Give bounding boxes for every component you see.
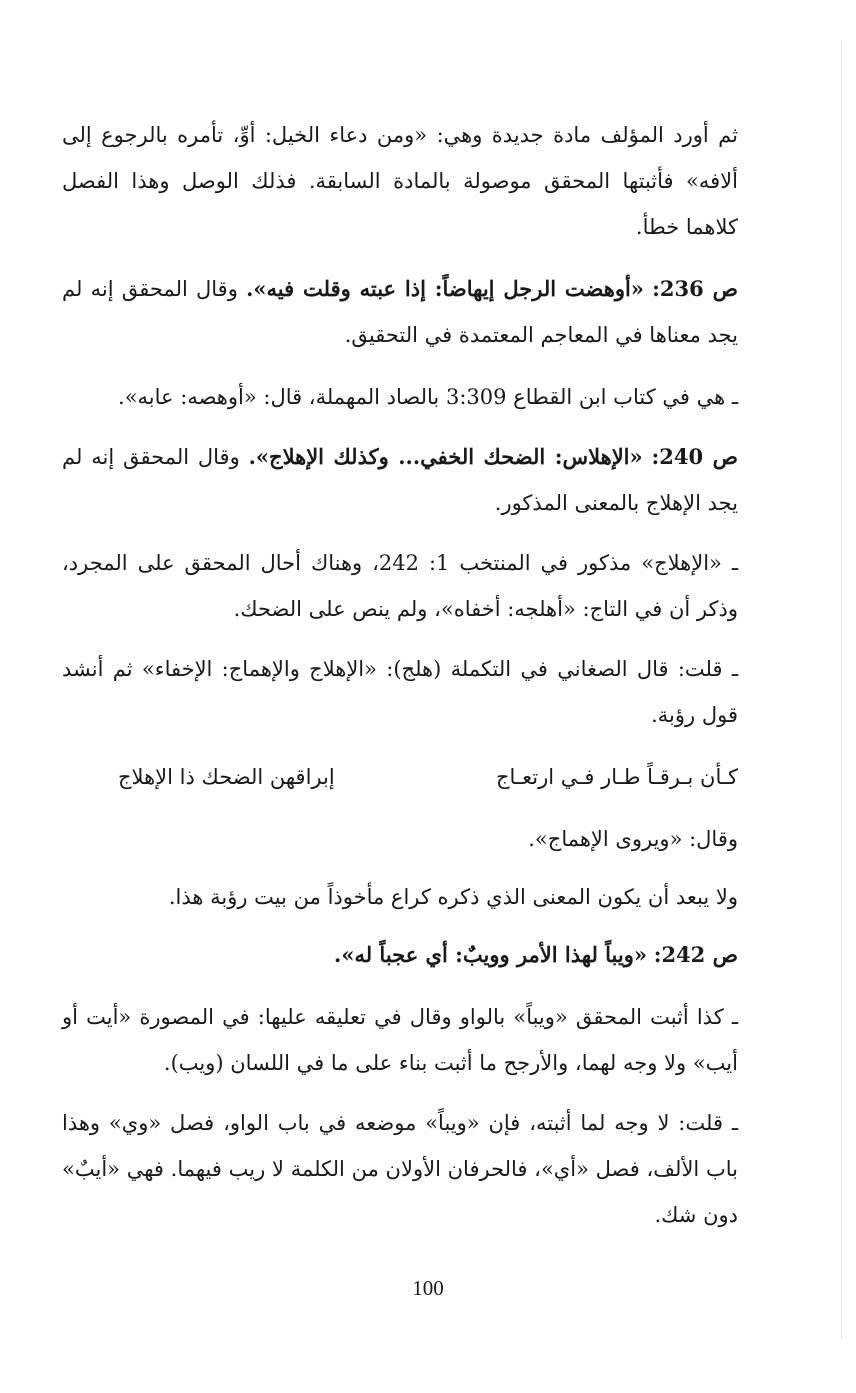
verse-note (62, 816, 738, 862)
paragraph-text: ثم أورد المؤلف مادة جديدة وهي: «ومن دعاء الخيل: أوِّ، تأمره بالرجوع إلى ألافه» فأثبتها المحقق موصولة بالمادة السابقة. فذلك الوصل وهذا الفصل كلاهما خطأ. (62, 123, 738, 239)
comment-page-236 (62, 374, 738, 420)
paragraph-text: وقال: «ويروى الإهماج». (528, 827, 738, 851)
entry-page-242 (62, 932, 738, 978)
paragraph-text: وقال المحقق إنه لم يجد الإهلاج بالمعنى المذكور. (62, 445, 738, 515)
remark-paragraph (62, 874, 738, 920)
poetry-verse (118, 754, 738, 800)
page-reference: ص 240: (651, 444, 738, 469)
comment-page-240-b (62, 646, 738, 738)
page-number: 100 (412, 1276, 444, 1300)
quoted-entry: «أوهضت الرجل إيهاضاً: إذا عبته وقلت فيه». (246, 276, 644, 301)
comment-page-242-a (62, 994, 738, 1086)
page-reference: ص 236: (652, 276, 738, 301)
comment-page-242-b (62, 1100, 738, 1238)
paragraph-intro (62, 112, 738, 250)
comment-page-240-a (62, 540, 738, 632)
entry-page-236 (62, 266, 738, 358)
quoted-entry: «ويباً لهذا الأمر وويبٌ: أي عجباً له». (334, 942, 647, 967)
paragraph-text: ـ قلت: لا وجه لما أثبته، فإن «ويباً» موضعه في باب الواو، فصل «وي» وهذا باب الألف، فصل «أي»، فالحرفان الأولان من الكلمة لا ريب فيهما. فهي «أيبٌ» دون شك. (62, 1111, 738, 1227)
paragraph-text: ـ هي في كتاب ابن القطاع 3:309 بالصاد المهملة، قال: «أوهصه: عابه». (118, 385, 738, 409)
scan-edge-line (841, 40, 842, 1340)
entry-page-240 (62, 434, 738, 526)
verse-second-hemistich: إبراقهن الضحك ذا الإهلاج (118, 765, 335, 789)
paragraph-text: ـ كذا أثبت المحقق «ويباً» بالواو وقال في تعليقه عليها: في المصورة «أيت أو أيب» ولا وجه لهما، والأرجح ما أثبت بناء على ما في اللسان (ويب). (62, 1005, 738, 1075)
verse-first-hemistich: كـأن بـرقـاً طـار فـي ارتعـاج (495, 765, 738, 789)
page-reference: ص 242: (653, 942, 738, 967)
quoted-entry: «الإهلاس: الضحك الخفي... وكذلك الإهلاج». (248, 444, 643, 469)
paragraph-text: وقال المحقق إنه لم يجد معناها في المعاجم المعتمدة في التحقيق. (62, 277, 738, 347)
paragraph-text: ـ «الإهلاج» مذكور في المنتخب 1: 242، وهناك أحال المحقق على المجرد، وذكر أن في التاج: «أهلجه: أخفاه»، ولم ينص على الضحك. (62, 551, 738, 621)
paragraph-text: ولا يبعد أن يكون المعنى الذي ذكره كراع مأخوذاً من بيت رؤبة هذا. (168, 885, 738, 909)
paragraph-text: ـ قلت: قال الصغاني في التكملة (هلج): «الإهلاج والإهماج: الإخفاء» ثم أنشد قول رؤبة. (62, 657, 738, 727)
